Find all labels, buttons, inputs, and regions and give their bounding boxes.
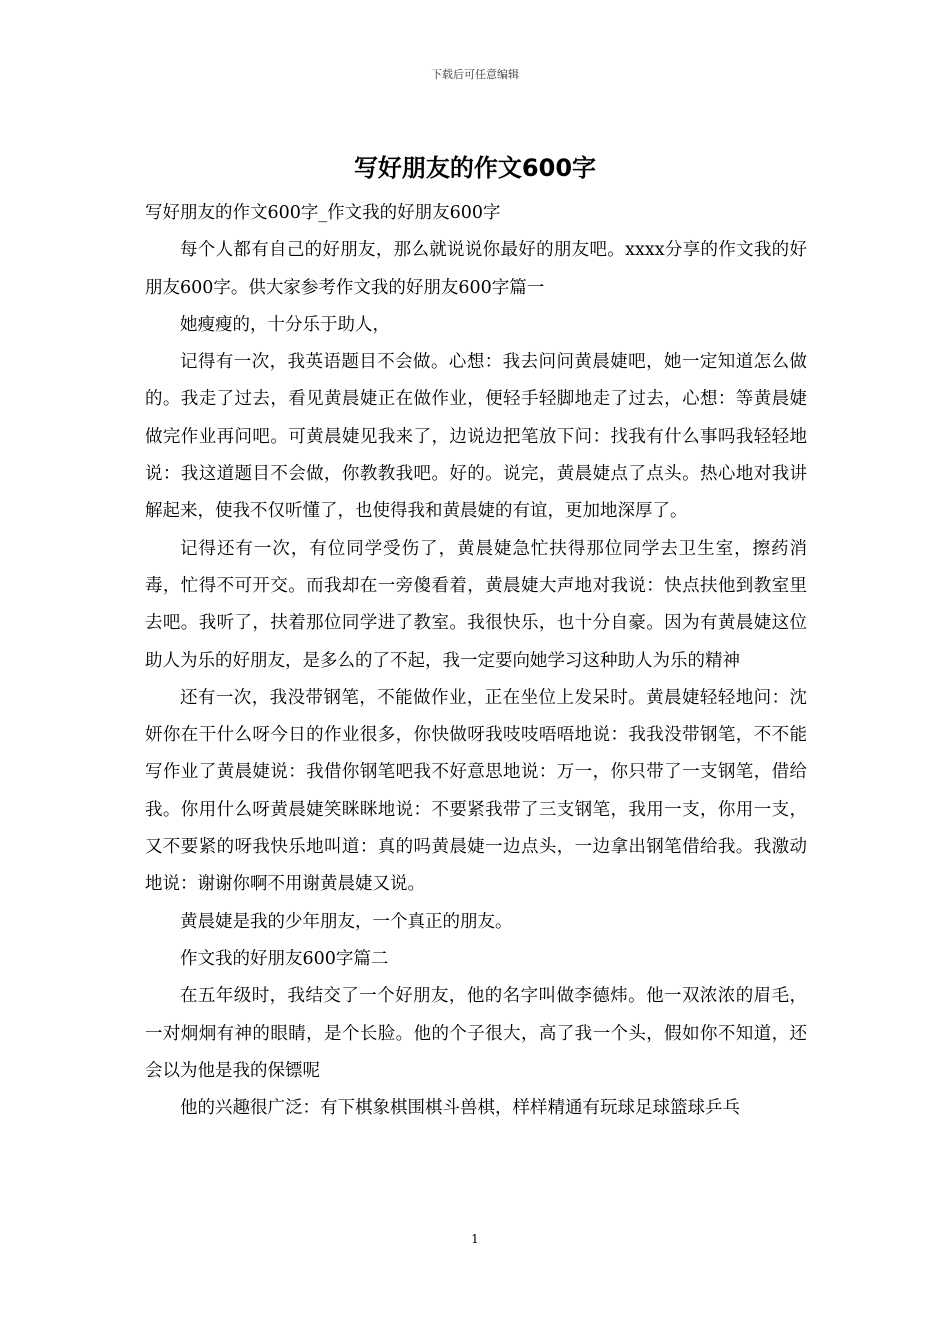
paragraph: 每个人都有自己的好朋友，那么就说说你最好的朋友吧。xxxx分享的作文我的好朋友600字。供大家参考作文我的好朋友600字篇一 [145,240,807,298]
paragraph: 记得还有一次，有位同学受伤了，黄晨婕急忙扶得那位同学去卫生室，擦药消毒，忙得不可开交。而我却在一旁傻看着，黄晨婕大声地对我说：快点扶他到教室里去吧。我听了，扶着那位同学进了教室。我很快乐，也十分自豪。因为有黄晨婕这位助人为乐的好朋友，是多么的了不起，我一定要向她学习这种助人为乐的精神 [145,538,807,671]
page-header: 下载后可任意编辑 [431,68,519,81]
paragraph: 在五年级时，我结交了一个好朋友，他的名字叫做李德炜。他一双浓浓的眉毛，一对炯炯有神的眼睛，是个长脸。他的个子很大，高了我一个头，假如你不知道，还会以为他是我的保镖呢 [145,986,807,1081]
section-heading: 作文我的好朋友600字篇二 [180,948,389,969]
paragraph: 还有一次，我没带钢笔，不能做作业，正在坐位上发呆时。黄晨婕轻轻地问：沈妍你在干什么呀今日的作业很多，你快做呀我吱吱唔唔地说：我我没带钢笔，不不能写作业了黄晨婕说：我借你钢笔吧我不好意思地说：万一，你只带了一支钢笔，借给我。你用什么呀黄晨婕笑眯眯地说：不要紧我带了三支钢笔，我用一支，你用一支，又不要紧的呀我快乐地叫道：真的吗黄晨婕一边点头，一边拿出钢笔借给我。我激动地说：谢谢你啊不用谢黄晨婕又说。 [145,687,807,895]
document-body [145,195,807,1127]
subtitle-line: 写好朋友的作文600字_作文我的好朋友600字 [145,203,501,223]
page-number: 1 [471,1232,479,1246]
paragraph: 记得有一次，我英语题目不会做。心想：我去问问黄晨婕吧，她一定知道怎么做的。我走了过去，看见黄晨婕正在做作业，便轻手轻脚地走了过去，心想：等黄晨婕做完作业再问吧。可黄晨婕见我来了，边说边把笔放下问：找我有什么事吗我轻轻地说：我这道题目不会做，你教教我吧。好的。说完，黄晨婕点了点头。热心地对我讲解起来，使我不仅听懂了，也使得我和黄晨婕的有谊，更加地深厚了。 [145,352,807,522]
paragraph: 黄晨婕是我的少年朋友，一个真正的朋友。 [180,911,513,932]
document-title: 写好朋友的作文600字 [353,154,597,182]
paragraph: 她瘦瘦的，十分乐于助人， [180,314,390,335]
paragraph: 他的兴趣很广泛：有下棋象棋围棋斗兽棋，样样精通有玩球足球篮球乒乓 [180,1098,740,1119]
